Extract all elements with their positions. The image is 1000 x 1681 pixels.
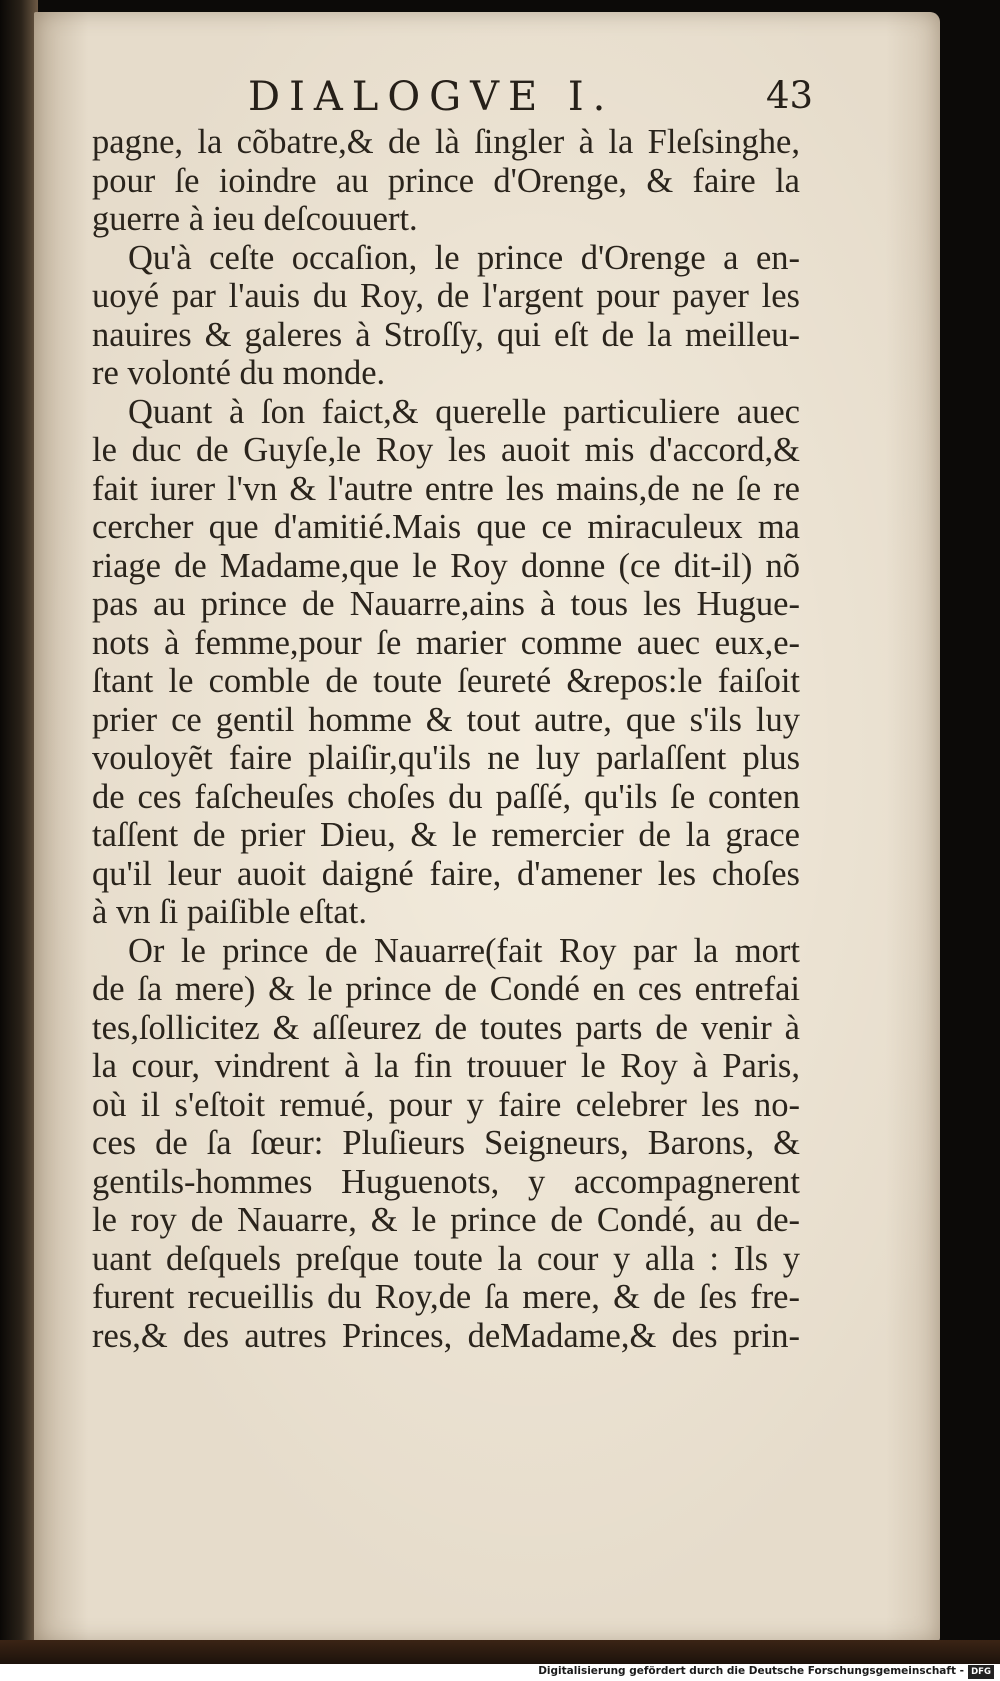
text-line: pagne, la cõbatre,& de là ſingler à la Fleſsinghe,: [92, 123, 800, 161]
text-line: res,& des autres Princes, deMadame,& des prin-: [92, 1316, 800, 1355]
text-line: pour ſe ioindre au prince d'Orenge, & faire la: [92, 161, 800, 200]
text-line: de ces faſcheuſes choſes du paſſé, qu'ils ſe conten: [92, 777, 800, 816]
text-line: Or le prince de Nauarre(fait Roy par la mort: [128, 931, 800, 970]
text-line: guerre à ieu deſcouuert.: [92, 200, 418, 238]
digitization-credit: Digitalisierung gefördert durch die Deutsche Forschungsgemeinschaft -: [538, 1665, 964, 1677]
text-line: où il s'eſtoit remué, pour y faire celebrer les no-: [92, 1085, 800, 1124]
text-line: furent recueillis du Roy,de ſa mere, & de ſes fre-: [92, 1278, 800, 1316]
text-line: le roy de Nauarre, & le prince de Condé, au de-: [92, 1201, 800, 1239]
text-line: nots à femme,pour ſe marier comme auec eux,e-: [92, 623, 800, 662]
text-line: à vn ſi paiſible eſtat.: [92, 893, 367, 931]
text-line: vouloyẽt faire plaiſir,qu'ils ne luy parlaſſent plus: [92, 739, 800, 777]
text-line: re volonté du monde.: [92, 354, 386, 392]
text-line: tes,ſollicitez & aſſeurez de toutes parts de venir à: [92, 1008, 800, 1047]
text-line: le duc de Guyſe,le Roy les auoit mis d'accord,&: [92, 431, 800, 469]
dfg-logo: DFG: [968, 1665, 994, 1679]
text-line: nauires & galeres à Stroſſy, qui eſt de la meilleu-: [92, 315, 800, 354]
paper-page: [34, 12, 940, 1642]
text-line: Qu'à ceſte occaſion, le prince d'Orenge a en-: [128, 238, 800, 277]
text-line: gentils-hommes Huguenots, y accompagnerent: [92, 1162, 800, 1201]
book-spine-shadow: [0, 0, 38, 1650]
text-line: uant deſquels preſque toute la cour y alla : Ils y: [92, 1239, 800, 1278]
text-line: qu'il leur auoit daigné faire, d'amener les choſes: [92, 854, 800, 893]
text-line: ſtant le comble de toute ſeureté &repos:le faiſoit: [92, 662, 800, 700]
page-number: 43: [766, 74, 814, 117]
book-cover-edge: [0, 1640, 1000, 1664]
text-line: taſſent de prier Dieu, & le remercier de la grace: [92, 816, 800, 854]
text-line: prier ce gentil homme & tout autre, que s'ils luy: [92, 700, 800, 739]
text-line: ces de ſa ſœur: Pluſieurs Seigneurs, Barons, &: [92, 1124, 800, 1162]
text-line: Quant à ſon faict,& querelle particuliere auec: [128, 392, 800, 431]
text-line: de ſa mere) & le prince de Condé en ces entrefai: [92, 970, 800, 1008]
text-line: pas au prince de Nauarre,ains à tous les Hugue-: [92, 585, 800, 623]
text-line: fait iurer l'vn & l'autre entre les mains,de ne ſe re: [92, 469, 800, 508]
text-line: uoyé par l'auis du Roy, de l'argent pour payer les: [92, 277, 800, 315]
text-line: cercher que d'amitié.Mais que ce miraculeux ma: [92, 508, 800, 546]
text-line: la cour, vindrent à la fin trouuer le Roy à Paris,: [92, 1047, 800, 1085]
text-line: riage de Madame,que le Roy donne (ce dit-il) nõ: [92, 546, 800, 585]
running-head: DIALOGVE I.: [248, 74, 615, 120]
